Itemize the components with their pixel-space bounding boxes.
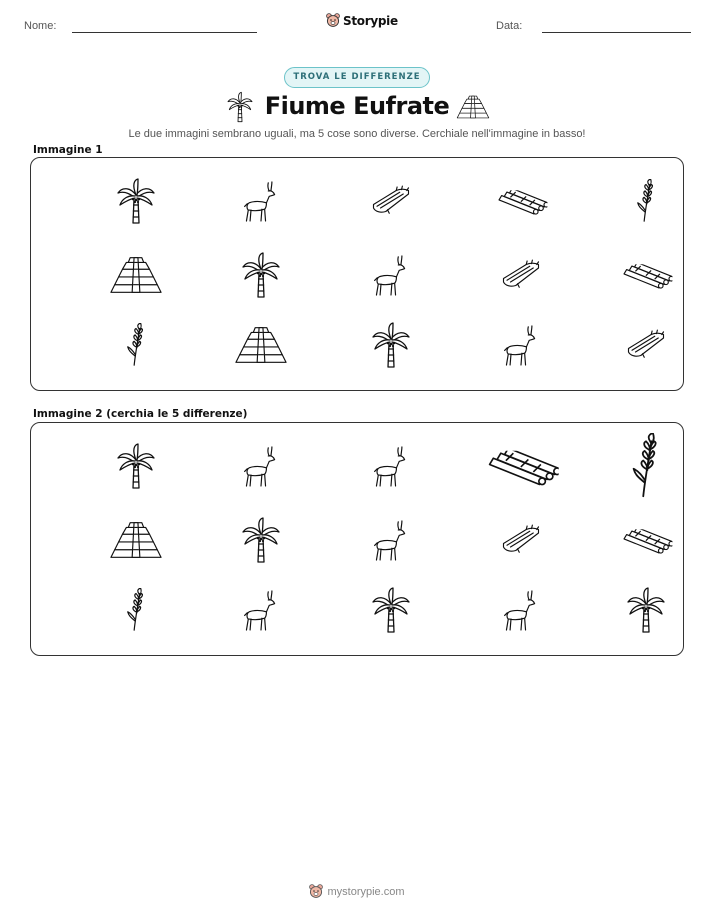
instructions: Le due immagini sembrano uguali, ma 5 cose sono diverse. Cerchiale nell'immagine in basso! (128, 128, 586, 140)
wheat-icon (125, 587, 147, 633)
activity-badge: TROVA LE DIFFERENZE (284, 67, 430, 88)
name-label: Nome: (24, 20, 57, 32)
wheat-icon (125, 322, 147, 368)
log-raft-icon (621, 526, 671, 554)
gazelle-icon (241, 442, 281, 490)
image2-cell-r1c5-wheat-icon-large[interactable] (616, 437, 676, 495)
image1-panel (30, 157, 684, 391)
image2-cell-r1c1-palm-tree-icon[interactable] (106, 437, 166, 495)
image1-cell-r3c5-reed-boat-icon (616, 316, 676, 374)
palm-tree-icon (116, 442, 156, 490)
date-field[interactable] (542, 32, 691, 33)
bear-mascot-icon (309, 884, 323, 899)
image2-cell-r1c3-gazelle-icon[interactable] (361, 437, 421, 495)
ziggurat-icon (234, 325, 288, 365)
image1-cell-r1c2-gazelle-icon (231, 172, 291, 230)
reed-boat-icon (500, 524, 542, 556)
page-title: Fiume Eufrate (264, 92, 450, 120)
log-raft-icon (496, 187, 546, 215)
image2-cell-r2c3-gazelle-icon[interactable] (361, 511, 421, 569)
palm-tree-icon (626, 586, 666, 634)
gazelle-icon (241, 177, 281, 225)
wheat-icon (635, 178, 657, 224)
image2-cell-r3c5-palm-tree-icon[interactable] (616, 581, 676, 639)
image2-panel[interactable] (30, 422, 684, 656)
reed-boat-icon (500, 259, 542, 291)
image2-cell-r1c2-gazelle-icon[interactable] (231, 437, 291, 495)
image1-cell-r3c2-ziggurat-icon (231, 316, 291, 374)
image1-cell-r2c5-log-raft-icon (616, 246, 676, 304)
image2-cell-r2c1-ziggurat-icon[interactable] (106, 511, 166, 569)
image2-cell-r1c4-log-raft-icon-large[interactable] (491, 437, 551, 495)
bear-mascot-icon (326, 13, 340, 28)
image2-cell-r3c1-wheat-icon[interactable] (106, 581, 166, 639)
palm-tree-icon (371, 586, 411, 634)
log-raft-icon (485, 446, 557, 486)
title-ziggurat-icon (456, 94, 490, 124)
reed-boat-icon (370, 185, 412, 217)
palm-tree-icon (116, 177, 156, 225)
image1-cell-r2c1-ziggurat-icon (106, 246, 166, 304)
wheat-icon (629, 433, 663, 499)
gazelle-icon (371, 516, 411, 564)
image1-cell-r1c3-reed-boat-icon (361, 172, 421, 230)
gazelle-icon (371, 251, 411, 299)
name-field[interactable] (72, 32, 257, 33)
footer (0, 884, 714, 899)
reed-boat-icon (625, 329, 667, 361)
image1-cell-r2c2-palm-tree-icon (231, 246, 291, 304)
gazelle-icon (501, 321, 541, 369)
image1-cell-r3c4-gazelle-icon (491, 316, 551, 374)
image2-cell-r2c5-log-raft-icon[interactable] (616, 511, 676, 569)
image1-cell-r3c1-wheat-icon (106, 316, 166, 374)
gazelle-icon (501, 586, 541, 634)
image1-label: Immagine 1 (33, 144, 103, 156)
gazelle-icon (371, 442, 411, 490)
image1-cell-r1c1-palm-tree-icon (106, 172, 166, 230)
image1-cell-r2c3-gazelle-icon (361, 246, 421, 304)
image1-cell-r3c3-palm-tree-icon (361, 316, 421, 374)
palm-tree-icon (241, 251, 281, 299)
ziggurat-icon (109, 255, 163, 295)
image2-cell-r2c2-palm-tree-icon[interactable] (231, 511, 291, 569)
brand-logo (326, 13, 398, 28)
image2-cell-r3c4-gazelle-icon[interactable] (491, 581, 551, 639)
image2-label: Immagine 2 (cerchia le 5 differenze) (33, 408, 248, 420)
palm-tree-icon (371, 321, 411, 369)
gazelle-icon (241, 586, 281, 634)
footer-url: mystorypie.com (327, 885, 405, 898)
date-label: Data: (496, 20, 523, 32)
image1-cell-r1c5-wheat-icon (616, 172, 676, 230)
log-raft-icon (621, 261, 671, 289)
image1-cell-r2c4-reed-boat-icon (491, 246, 551, 304)
image2-cell-r2c4-reed-boat-icon[interactable] (491, 511, 551, 569)
ziggurat-icon (109, 520, 163, 560)
brand-name: Storypie (343, 13, 398, 28)
image2-cell-r3c2-gazelle-icon[interactable] (231, 581, 291, 639)
image1-cell-r1c4-log-raft-icon (491, 172, 551, 230)
palm-tree-icon (241, 516, 281, 564)
image2-cell-r3c3-palm-tree-icon[interactable] (361, 581, 421, 639)
